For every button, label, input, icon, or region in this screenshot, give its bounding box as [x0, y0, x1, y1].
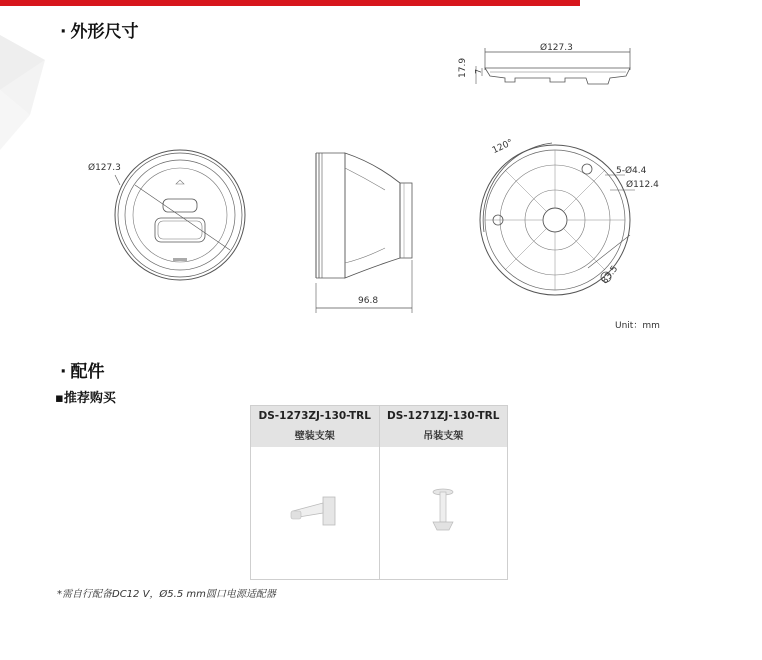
accessory-model: DS-1271ZJ-130-TRL — [387, 410, 500, 422]
top-view-height-label: 17.9 — [458, 57, 468, 78]
top-accent-bar — [0, 0, 580, 6]
power-adapter-footnote: *需自行配备DC12 V，Ø5.5 mm圆口电源适配器 — [57, 589, 276, 600]
base-holes-label: 5-Ø4.4 — [616, 166, 647, 176]
side-view-drawing — [300, 148, 430, 318]
accessory-header-wall — [251, 406, 380, 448]
base-angle-label: 120° — [490, 137, 515, 157]
accessory-name: 吊装支架 — [423, 431, 464, 442]
top-view-diameter-label: Ø127.3 — [540, 43, 573, 53]
accessory-image-cell-wall — [251, 447, 380, 580]
accessories-table — [250, 405, 508, 580]
accessory-header-pendant — [379, 406, 508, 448]
pendant-mount-bracket-icon — [423, 486, 463, 536]
decorative-corner-graphic — [0, 20, 60, 160]
dimensions-section-title: · 外形尺寸 — [60, 22, 139, 42]
accessory-model: DS-1273ZJ-130-TRL — [258, 410, 371, 422]
accessories-section-title: · 配件 — [60, 362, 105, 382]
accessory-image-cell-pendant — [379, 447, 508, 580]
base-diameter-label: Ø112.4 — [626, 180, 659, 190]
wall-mount-bracket-icon — [285, 491, 345, 531]
unit-label: Unit：mm — [615, 321, 660, 331]
side-view-depth-label: 96.8 — [358, 296, 379, 306]
top-view-small-height-label: 7 — [474, 68, 483, 74]
accessory-name: 壁装支架 — [294, 431, 335, 442]
base-distance-label: 83.5 — [600, 264, 621, 287]
recommended-subtitle: ▪推荐购买 — [55, 391, 116, 406]
front-view-diameter-label: Ø127.3 — [88, 163, 121, 173]
